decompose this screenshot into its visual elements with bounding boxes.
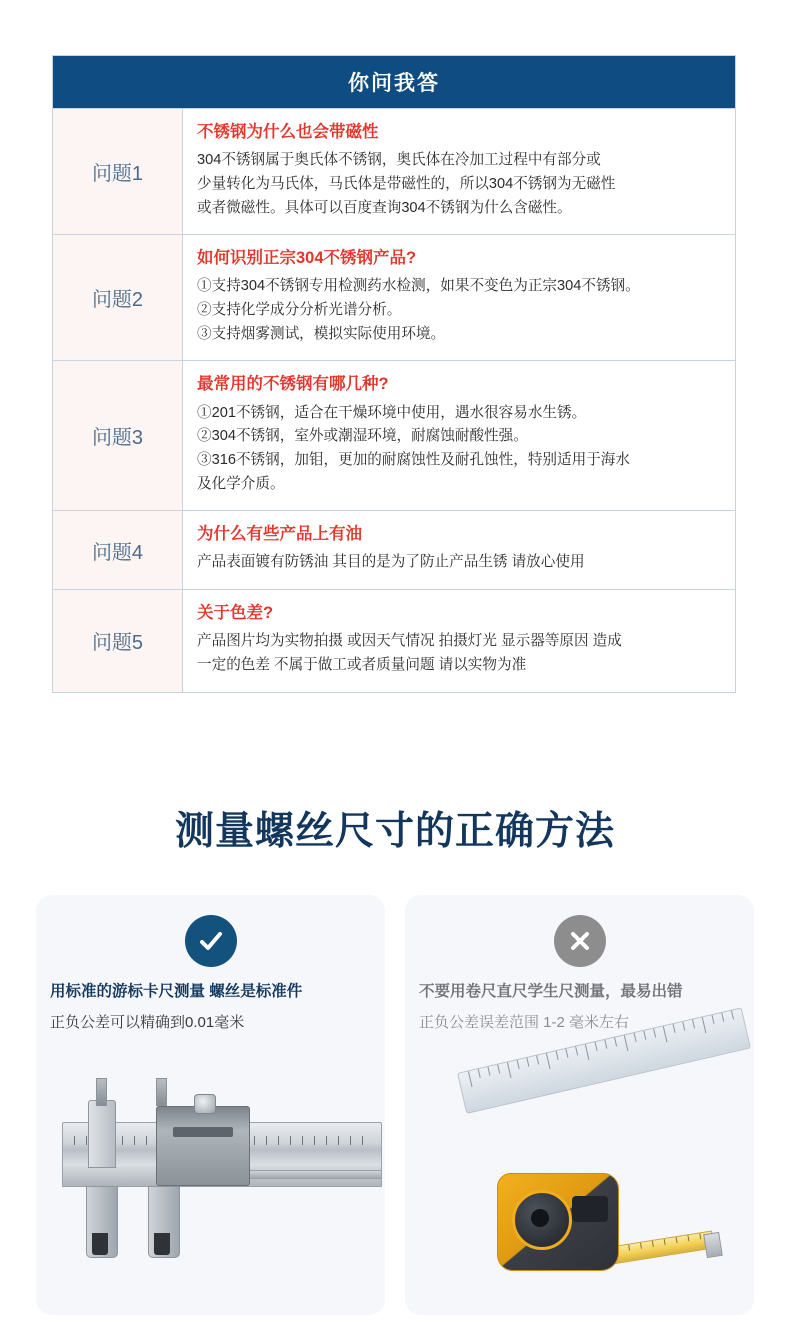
faq-answer-line: 产品表面镀有防锈油 其目的是为了防止产品生锈 请放心使用 [197, 554, 585, 571]
faq-answer-title: 最常用的不锈钢有哪几种? [197, 375, 389, 394]
tape-measure-body [497, 1173, 619, 1271]
faq-answer [183, 590, 735, 692]
faq-question-label: 问题3 [53, 361, 183, 510]
caliper-jaw-tip [154, 1233, 170, 1255]
faq-question-label: 问题1 [53, 109, 183, 234]
faq-answer-line: 一定的色差 不属于做工或者质量问题 请以实物为准 [197, 657, 527, 674]
caliper-inside-jaw-left [96, 1078, 107, 1106]
faq-answer-line: ①支持304不锈钢专用检测药水检测，如果不变色为正宗304不锈钢。 [197, 278, 640, 295]
faq-row [53, 108, 735, 234]
check-icon [185, 915, 237, 967]
faq-row [53, 234, 735, 360]
caliper-inside-jaw-right [156, 1078, 167, 1106]
faq-answer-title: 关于色差? [197, 604, 274, 623]
caliper-fixed-jaw [88, 1100, 116, 1168]
card-title: 用标准的游标卡尺测量 螺丝是标准件 [50, 983, 303, 1000]
caliper-outside-jaw-right [148, 1186, 180, 1258]
card-subtitle: 正负公差误差范围 1-2 毫米左右 [419, 1013, 630, 1031]
faq-answer-line: 或者微磁性。具体可以百度查询304不锈钢为什么含磁性。 [197, 199, 572, 216]
faq-row [53, 510, 735, 589]
faq-answer-line: 及化学介质。 [197, 475, 285, 492]
faq-answer [183, 235, 735, 360]
section-heading: 测量螺丝尺寸的正确方法 [174, 810, 615, 853]
tape-measure-hub [512, 1190, 572, 1250]
faq-row [53, 589, 735, 692]
faq-answer-line: ②304不锈钢，室外或潮湿环境，耐腐蚀耐酸性强。 [197, 428, 528, 445]
faq-answer-line: 304不锈钢属于奥氏体不锈钢，奥氏体在冷加工过程中有部分或 [197, 152, 601, 169]
faq-answer-line: 产品图片均为实物拍摄 或因天气情况 拍摄灯光 显示器等原因 造成 [197, 633, 622, 650]
card-subtitle: 正负公差可以精确到0.01毫米 [50, 1013, 245, 1031]
card-wrong-method [405, 895, 754, 1315]
comparison-cards [36, 895, 754, 1315]
caliper-thumb-wheel [194, 1094, 216, 1114]
faq-answer-line: ③316不锈钢，加钼，更加的耐腐蚀性及耐孔蚀性，特别适用于海水 [197, 451, 630, 468]
caliper-depth-rod [240, 1170, 382, 1179]
faq-answer-body [197, 402, 721, 497]
faq-answer-body [197, 275, 721, 346]
faq-answer-line: ③支持烟雾测试，模拟实际使用环境。 [197, 325, 446, 342]
caliper-outside-jaw-left [86, 1186, 118, 1258]
faq-answer [183, 511, 735, 589]
tape-measure-window [572, 1196, 608, 1222]
faq-answer-title: 如何识别正宗304不锈钢产品? [197, 249, 417, 268]
card-title: 不要用卷尺直尺学生尺测量，最易出错 [419, 983, 683, 1000]
faq-answer-body [197, 630, 721, 677]
faq-answer-line: ①201不锈钢，适合在干燥环境中使用，遇水很容易水生锈。 [197, 404, 587, 421]
faq-question-label: 问题5 [53, 590, 183, 692]
ruler-and-tape-illustration [405, 1055, 754, 1315]
card-correct-method [36, 895, 385, 1315]
faq-answer-line: 少量转化为马氏体，马氏体是带磁性的，所以304不锈钢为无磁性 [197, 175, 616, 192]
cross-icon [554, 915, 606, 967]
caliper-slider [156, 1106, 250, 1186]
faq-row [53, 360, 735, 510]
faq-answer-title: 不锈钢为什么也会带磁性 [197, 123, 379, 141]
faq-table [52, 55, 736, 693]
faq-header: 你问我答 [53, 56, 735, 108]
caliper-jaw-tip [92, 1233, 108, 1255]
vernier-caliper-illustration [44, 1070, 384, 1305]
faq-answer [183, 361, 735, 510]
faq-answer-line: ②支持化学成分分析光谱分析。 [197, 302, 402, 319]
faq-answer [183, 109, 735, 234]
faq-answer-body [197, 551, 721, 575]
faq-question-label: 问题2 [53, 235, 183, 360]
faq-answer-title: 为什么有些产品上有油 [197, 525, 362, 544]
tape-measure-end-hook [703, 1232, 723, 1258]
faq-answer-body [197, 149, 721, 220]
faq-question-label: 问题4 [53, 511, 183, 589]
